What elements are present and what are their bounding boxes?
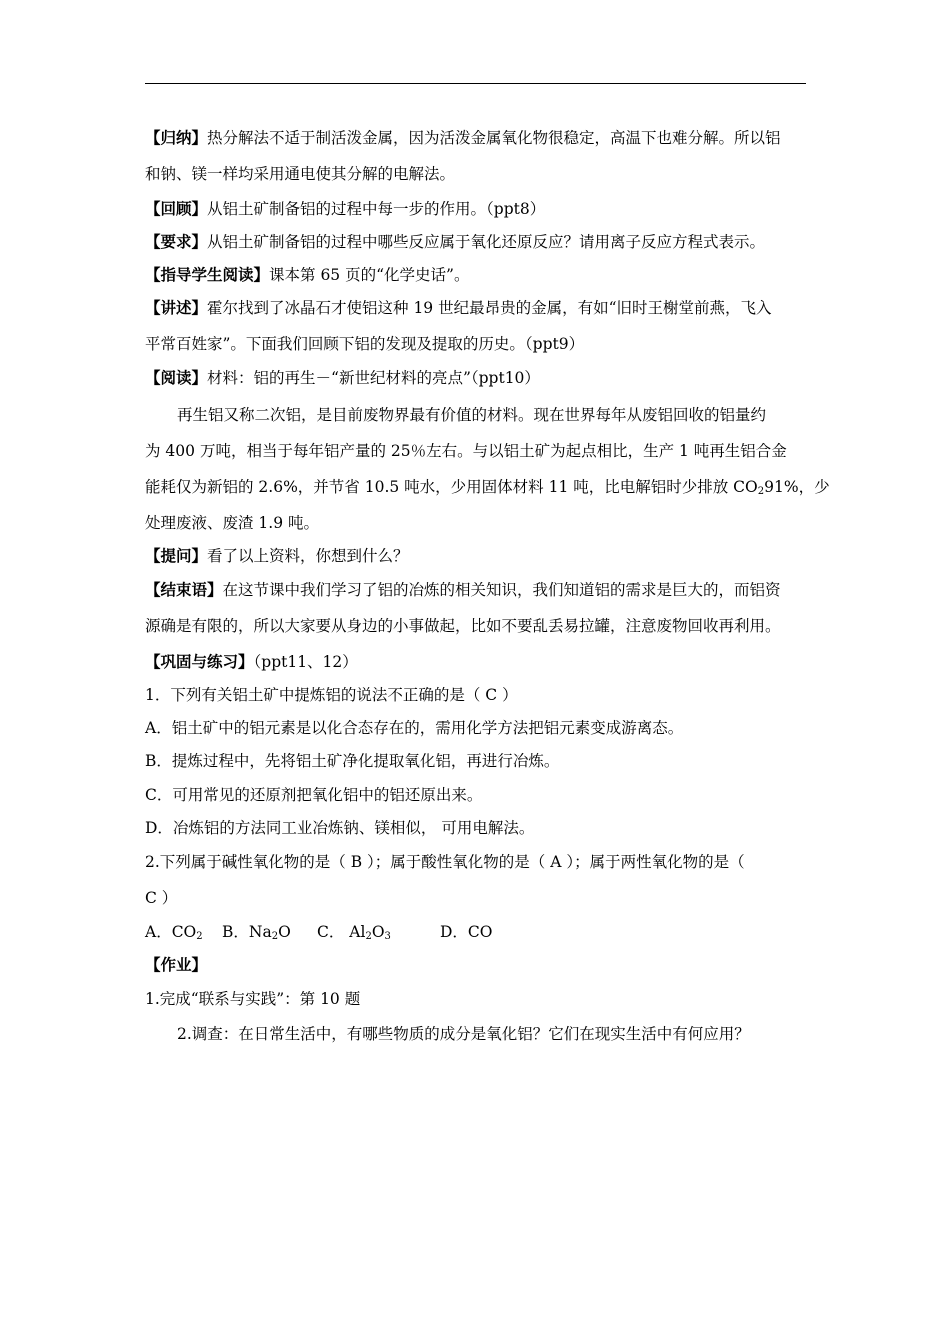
q2-option-a: A．$CO_2$ <box>145 923 203 942</box>
q1-option-b: B．提炼过程中，先将铝土矿净化提取氧化铝，再进行冶炼。 <box>145 752 560 770</box>
q2-option-b: B．$Na_2O$ <box>222 923 291 942</box>
q1-option-d: D．冶炼铝的方法同工业冶炼钠、镁相似， 可用电解法。 <box>145 819 535 837</box>
homework-heading <box>145 955 207 975</box>
q2-option-c: C． $Al_2O_3$ <box>317 923 391 942</box>
question-tag: 【提问】 <box>145 547 208 565</box>
summary-line-2: 和钠、镁一样均采用通电使其分解的电解法。 <box>145 165 456 183</box>
q1-stem: 1．下列有关铝土矿中提炼铝的说法不正确的是（ C ） <box>145 686 518 704</box>
q2-stem-cont: C ） <box>145 889 178 907</box>
requirement-tag: 【要求】 <box>145 233 208 251</box>
closing-line-1: 【结束语】在这节课中我们学习了铝的冶炼的相关知识，我们知道铝的需求是巨大的，而铝资 <box>145 581 781 599</box>
review-tag: 【回顾】 <box>145 200 208 218</box>
header-rule <box>145 83 806 84</box>
lecture-tag: 【讲述】 <box>145 299 208 317</box>
closing-tag: 【结束语】 <box>145 581 223 599</box>
summary-tag: 【归纳】 <box>145 129 208 147</box>
q2-option-d: D．CO <box>440 923 493 941</box>
lecture-line-2: 平常百姓家”。下面我们回顾下铝的发现及提取的历史。（ppt9） <box>145 335 585 353</box>
practice-line: 【巩固与练习】（ppt11、12） <box>145 653 358 671</box>
homework-item-1: 1.完成“联系与实践”：第 10 题 <box>145 990 361 1008</box>
requirement-line: 【要求】从铝土矿制备铝的过程中哪些反应属于氧化还原反应？请用离子反应方程式表示。 <box>145 233 766 251</box>
question-line: 【提问】看了以上资料，你想到什么？ <box>145 547 409 565</box>
reading-text-line-2: 为 400 万吨，相当于每年铝产量的 25％左右。与以铝土矿为起点相比，生产 1 吨再生铝合金 <box>145 442 787 460</box>
reading-text-line-1: 再生铝又称二次铝，是目前废物界最有价值的材料。现在世界每年从废铝回收的铝量约 <box>177 406 767 424</box>
reading-text-line-3: 能耗仅为新铝的 2.6%，并节省 10.5 吨水，少用固体材料 11 吨，比电解铝时少排放 $CO_291\%$，少 <box>145 478 830 497</box>
practice-tag: 【巩固与练习】 <box>145 653 254 671</box>
lecture-line-1: 【讲述】霍尔找到了冰晶石才使铝这种 19 世纪最昂贵的金属，有如“旧时王榭堂前燕，飞入 <box>145 299 772 317</box>
summary-line-1: 【归纳】热分解法不适于制活泼金属，因为活泼金属氧化物很稳定，高温下也难分解。所以铝 <box>145 129 781 147</box>
homework-tag: 【作业】 <box>145 956 208 974</box>
review-line: 【回顾】从铝土矿制备铝的过程中每一步的作用。（ppt8） <box>145 200 546 218</box>
guided-reading-tag: 【指导学生阅读】 <box>145 266 270 284</box>
closing-line-2: 源确是有限的，所以大家要从身边的小事做起，比如不要乱丢易拉罐，注意废物回收再利用。 <box>145 617 781 635</box>
reading-line: 【阅读】材料：铝的再生－“新世纪材料的亮点”（ppt10） <box>145 369 540 387</box>
reading-tag: 【阅读】 <box>145 369 208 387</box>
guided-reading-line: 【指导学生阅读】课本第 65 页的“化学史话”。 <box>145 266 470 284</box>
q2-stem: 2.下列属于碱性氧化物的是（ B ）；属于酸性氧化物的是（ A ）；属于两性氧化物的是（ <box>145 853 745 871</box>
homework-item-2: 2.调查：在日常生活中，有哪些物质的成分是氧化铝？它们在现实生活中有何应用？ <box>177 1025 750 1043</box>
reading-text-line-4: 处理废液、废渣 1.9 吨。 <box>145 514 320 532</box>
q1-option-a: A．铝土矿中的铝元素是以化合态存在的，需用化学方法把铝元素变成游离态。 <box>145 719 684 737</box>
q1-option-c: C．可用常见的还原剂把氧化铝中的铝还原出来。 <box>145 786 483 804</box>
